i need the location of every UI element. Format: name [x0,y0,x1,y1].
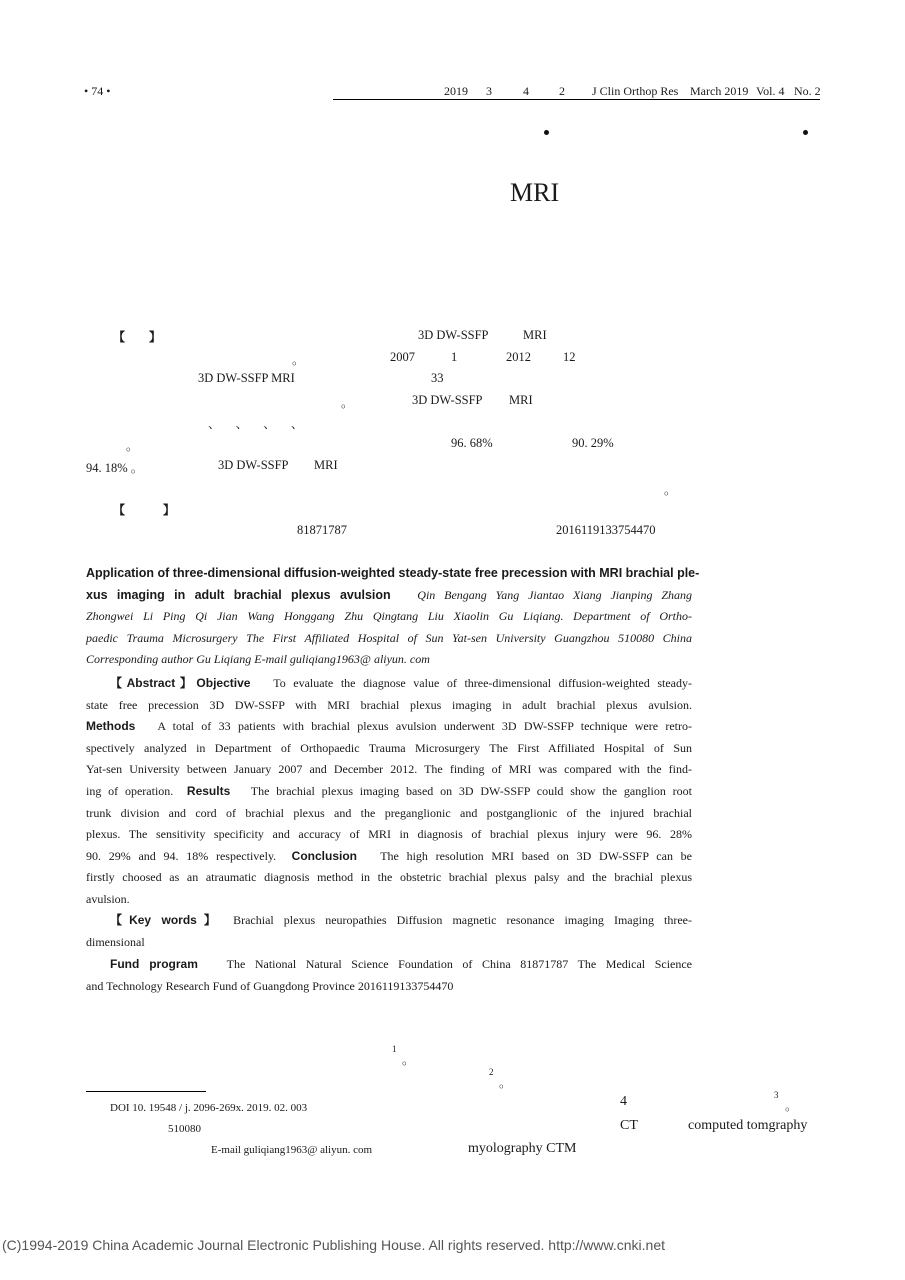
cn-keywords-bracket-close: 】 [163,503,176,517]
header-rule [333,99,820,100]
abstract-text: Yat-sen University between January 2007 and December 2012. The finding of MRI was compared with the find- [86,762,692,777]
cn-fund-number-2: 2016119133754470 [556,523,656,537]
fund-label: Fund program [110,957,198,971]
cn-abstract-mri: MRI [314,458,338,472]
cn-abstract-enum-marks: 、 、 、 、 [208,417,310,431]
header-volume: Vol. 4 [756,84,785,98]
title-dot-right [803,130,808,135]
cn-abstract-month1: 1 [451,350,458,364]
fund-text: The National Natural Science Foundation of China 81871787 The Medical Science [226,957,693,971]
abstract-text: To evaluate the diagnose value of three-dimensional diffusion-weighted steady- [273,676,692,690]
ref-superscript-3: 3 [774,1090,779,1100]
body-mark: 。 [402,1053,415,1067]
abstract-text: spectively analyzed in Department of Orthopaedic Trauma Microsurgery The First Affiliated Hospital of Sun [86,740,692,755]
cn-abstract-bracket-close: 】 [149,330,162,344]
cn-keywords-bracket-open: 【 [113,503,126,517]
header-number: No. 2 [794,84,821,98]
en-title-line: xus imaging in adult brachial plexus avulsion [86,587,391,602]
abstract-text: firstly choosed as an atraumatic diagnosis method in the obstetric brachial plexus palsy and the brachial plexus [86,870,692,885]
cn-abstract-tech: 3D DW-SSFP [418,328,489,342]
body-ctm: myolography CTM [468,1141,577,1156]
ref-superscript-2: 2 [489,1067,494,1077]
cn-fund-number-1: 81871787 [297,523,347,537]
en-corresponding-author: Corresponding author Gu Liqiang E-mail guliqiang1963@ aliyun. com [86,652,430,667]
en-affiliation: paedic Trauma Microsurgery The First Affiliated Hospital of Sun Yat-sen University Guangzhou 510080 China [86,630,692,645]
fund-text: and Technology Research Fund of Guangdong Province 2016119133754470 [86,978,454,993]
cn-abstract-mri: MRI [509,393,533,407]
keywords-label: 【Key words】 [110,913,223,927]
ref-superscript-1: 1 [392,1044,397,1054]
en-abstract [86,673,692,911]
page-number: • 74 • [84,84,111,98]
body-ct: CT [620,1118,638,1133]
cn-abstract-tech: 3D DW-SSFP [218,458,289,472]
cn-abstract-mri: MRI [523,328,547,342]
cn-abstract-bracket-open: 【 [113,330,126,344]
cn-abstract-mark: 。 [292,353,305,367]
cn-abstract-mark: 。 [664,483,677,497]
abstract-label: 【Abstract】 [110,676,197,690]
methods-label: Methods [86,719,136,734]
abstract-text: ing of operation. [86,783,174,798]
keywords-text: Brachial plexus neuropathies Diffusion magnetic resonance imaging Imaging three- [233,913,693,927]
footnote-postcode: 510080 [168,1123,201,1135]
header-journal: J Clin Orthop Res [592,84,679,98]
body-ct-full: computed tomgraphy [688,1118,808,1133]
header-month: 3 [486,84,492,98]
footnote-rule [86,1091,206,1092]
title-dot-left [544,130,549,135]
abstract-text: state free precession 3D DW-SSFP with MRI brachial plexus imaging in adult brachial plexus avulsion. [86,697,692,712]
en-keywords [86,910,692,953]
keywords-text: dimensional [86,934,145,949]
body-mark: 。 [785,1099,798,1113]
cn-abstract-year2: 2012 [506,350,531,364]
footnote-doi: DOI 10. 19548 / j. 2096-269x. 2019. 02. 003 [110,1102,308,1114]
body-number: 4 [620,1094,627,1109]
cn-abstract-specificity: 90. 29% [572,436,614,450]
header-issue-cn: 2 [559,84,565,98]
en-title-line: Application of three-dimensional diffusion-weighted steady-state free precession with MRI brachial ple- [86,566,700,580]
abstract-text: The high resolution MRI based on 3D DW-SSFP can be [380,848,693,863]
cn-abstract-accuracy: 94. 18% 。 [86,461,144,475]
body-mark: 。 [499,1076,512,1090]
cn-abstract-month2: 12 [563,350,576,364]
footnote-email: E-mail guliqiang1963@ aliyun. com [211,1144,373,1156]
abstract-text: 90. 29% and 94. 18% respectively. [86,848,277,863]
cn-abstract-tech: 3D DW-SSFP [412,393,483,407]
cn-abstract-mark: 。 [126,439,139,453]
en-authors-affiliation: Zhongwei Li Ping Qi Jian Wang Honggang Zhu Qingtang Liu Xiaolin Gu Liqiang. Department of Ortho- [86,609,692,624]
cn-abstract-tech-mri: 3D DW-SSFP MRI [198,371,295,385]
cn-abstract-year1: 2007 [390,350,415,364]
header-date: March 2019 [690,84,749,98]
en-fund-program [86,954,692,997]
copyright-footer: (C)1994-2019 China Academic Journal Electronic Publishing House. All rights reserved. http://www.cnki.net [2,1237,665,1253]
en-authors: Qin Bengang Yang Jiantao Xiang Jianping Zhang [417,587,693,602]
abstract-text: avulsion. [86,891,130,906]
conclusion-label: Conclusion [291,848,357,863]
abstract-text: A total of 33 patients with brachial plexus avulsion underwent 3D DW-SSFP technique were retro- [157,719,693,734]
cn-abstract-sensitivity: 96. 68% [451,436,493,450]
cn-abstract-count: 33 [431,371,444,385]
abstract-text: The brachial plexus imaging based on 3D DW-SSFP could show the ganglion root [250,783,693,798]
en-title-block [86,563,700,671]
abstract-text: plexus. The sensitivity specificity and accuracy of MRI in diagnosis of brachial plexus injury were 96. 28% [86,827,692,842]
objective-label: Objective [196,676,251,690]
header-year: 2019 [444,84,468,98]
cn-abstract-mark: 。 [341,396,354,410]
abstract-text: trunk division and cord of brachial plexus and the preganglionic and postganglionic of the injured brachial [86,805,692,820]
cn-title-mri: MRI [510,178,560,207]
header-vol-cn: 4 [523,84,529,98]
results-label: Results [186,783,231,798]
